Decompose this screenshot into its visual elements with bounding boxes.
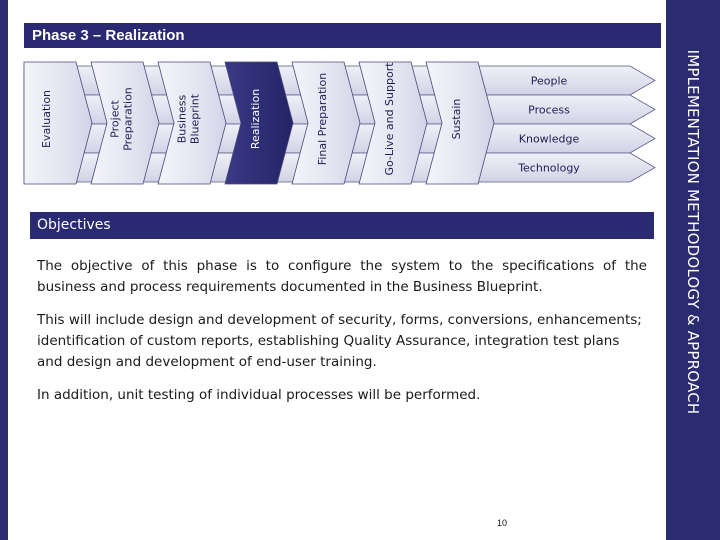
phase-label-business-blueprint: BusinessBlueprint [175, 93, 202, 145]
phase-label-evaluation: Evaluation [40, 89, 53, 149]
phase-label-project-preparation: ProjectPreparation [108, 87, 135, 151]
phase-roadmap-diagram [0, 0, 720, 200]
stream-label-people: People [530, 74, 568, 88]
stream-label-knowledge: Knowledge [518, 132, 580, 146]
phase-label-go-live-and-support: Go-Live and Support [383, 62, 396, 176]
slide-title: Phase 3 – Realization [24, 23, 661, 48]
page-number: 10 [497, 518, 508, 528]
stream-label-process: Process [528, 103, 570, 117]
stream-label-technology: Technology [518, 161, 580, 175]
phase-label-final-preparation: Final Preparation [316, 72, 329, 166]
phase-label-sustain: Sustain [450, 98, 463, 140]
side-banner-label: IMPLEMENTATION METHODOLOGY & APPROACH [684, 49, 702, 415]
objective-paragraph-2: This will include design and development of security, forms, conversions, enhancements; identification of custom reports, establishing Quality Assurance, integration test plans and design and development of end-user training. [37, 312, 642, 370]
phase-label-realization: Realization [249, 88, 262, 150]
objective-paragraph-1: The objective of this phase is to configure the system to the specifications of the business and process requirements documented in the Business Blueprint. [37, 258, 647, 295]
objectives-heading: Objectives [30, 212, 654, 239]
objective-paragraph-3: In addition, unit testing of individual processes will be performed. [37, 387, 481, 403]
